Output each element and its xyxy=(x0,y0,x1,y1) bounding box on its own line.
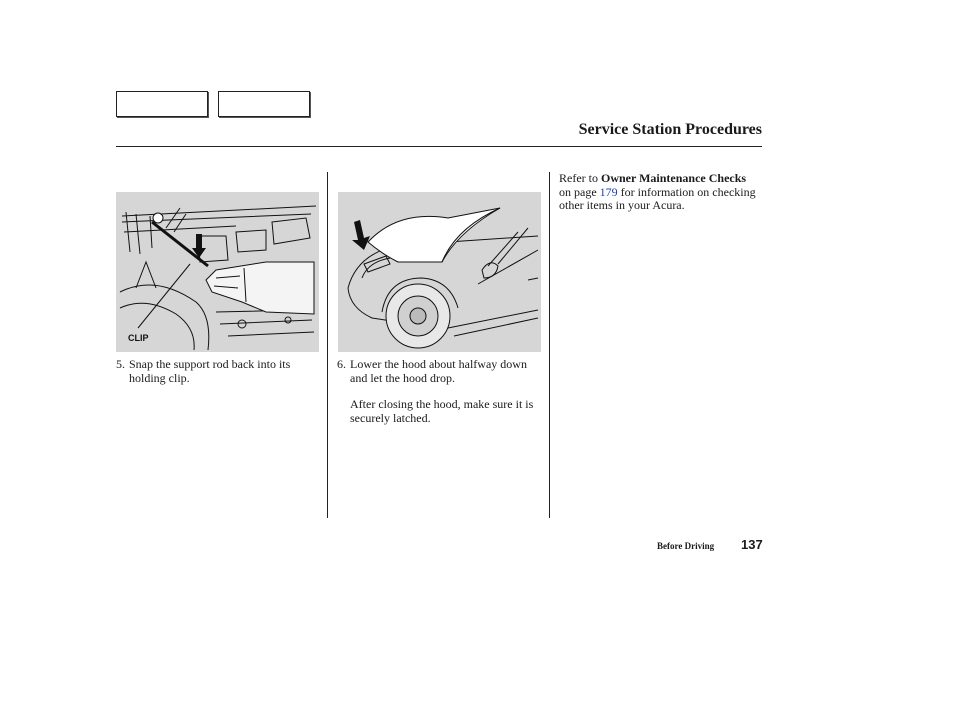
lower-hood-illustration xyxy=(338,192,541,352)
latch-note: After closing the hood, make sure it is securely latched. xyxy=(350,397,534,425)
reference-suffix: for information on checking other items in your Acura. xyxy=(559,184,756,212)
maintenance-reference xyxy=(559,172,761,213)
step-6-number: 6. xyxy=(337,357,346,371)
step-5-text: Snap the support rod back into its holding clip. xyxy=(129,357,291,385)
reference-prefix: Refer to xyxy=(559,171,601,185)
nav-box-1[interactable] xyxy=(116,91,208,117)
step-6-text: Lower the hood about halfway down and let the hood drop. xyxy=(350,357,527,385)
header-rule xyxy=(116,146,762,147)
step-5 xyxy=(116,358,320,385)
column-divider-1 xyxy=(327,172,328,518)
nav-box-2[interactable] xyxy=(218,91,310,117)
owner-maintenance-checks-ref: Owner Maintenance Checks xyxy=(600,171,747,185)
reference-middle: on page xyxy=(559,184,600,199)
step-5-number: 5. xyxy=(116,357,125,371)
clip-label: CLIP xyxy=(128,333,149,343)
step-6 xyxy=(337,358,541,385)
page-title: Service Station Procedures xyxy=(578,121,762,138)
support-rod-clip-illustration xyxy=(116,192,319,352)
footer-section-name: Before Driving xyxy=(657,541,715,551)
page-number: 137 xyxy=(741,537,763,552)
column-divider-2 xyxy=(549,172,550,518)
page-179-link[interactable]: 179 xyxy=(599,184,618,199)
